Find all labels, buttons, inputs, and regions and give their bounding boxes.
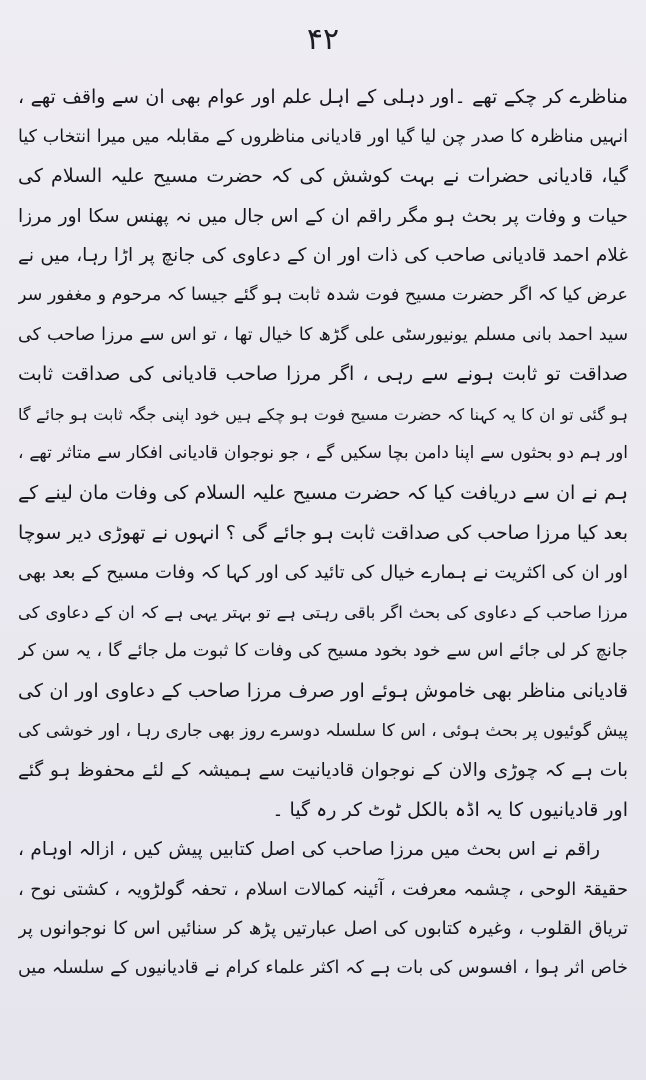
- page-number: ۴۲: [306, 22, 340, 57]
- text-line: تریاق القلوب ، وغیرہ کتابوں کی اصل عبارتیں پڑھ کر سنائیں اس کا نوجوانوں پر: [18, 918, 628, 940]
- text-line-paragraph-end: اور قادیانیوں کا یہ اڈہ بالکل ٹوٹ کر رہ گیا ۔: [272, 798, 628, 821]
- text-line: ہو گئی تو ان کا یہ کہنا کہ حضرت مسیح فوت ہو چکے ہیں خود اپنی جگہ ثابت ہو جائے گا: [18, 404, 628, 424]
- text-line: قادیانی مناظر بھی خاموش ہوئے اور صرف مرزا صاحب کے دعاوی اور ان کی: [18, 679, 628, 702]
- text-line: غلام احمد قادیانی صاحب کی ذات اور ان کے دعاوی کی جانچ پر اڑا رہا، میں نے: [18, 245, 628, 267]
- text-line-paragraph-start: راقم نے اس بحث میں مرزا صاحب کی اصل کتابیں پیش کیں ، ازالہ اوہام ،: [18, 839, 600, 861]
- text-line: خاص اثر ہوا ، افسوس کی بات ہے کہ اکثر علماء کرام نے قادیانیوں کے سلسلہ میں: [18, 958, 628, 979]
- text-line: بعد کیا مرزا صاحب کی صداقت ثابت ہو جائے گی ؟ انہوں نے تھوڑی دیر سوچا: [18, 521, 628, 544]
- text-line: سید احمد بانی مسلم یونیورسٹی علی گڑھ کا خیال تھا ، تو اس سے مرزا صاحب کی: [18, 324, 628, 345]
- text-line: گیا، قادیانی حضرات نے بہت کوشش کی کہ حضرت مسیح علیہ السلام کی: [18, 165, 628, 188]
- text-line: مناظرے کر چکے تھے ۔اور دہلی کے اہل علم اور عوام بھی ان سے واقف تھے ،: [18, 86, 628, 108]
- text-line: اور ان کی اکثریت نے ہمارے خیال کی تائید کی اور کہا کہ وفات مسیح کے بعد بھی: [18, 562, 628, 584]
- text-line: عرض کیا کہ اگر حضرت مسیح فوت شدہ ثابت ہو گئے جیسا کہ مرحوم و مغفور سر: [18, 284, 628, 305]
- text-line: جانچ کر لی جائے اس سے خود بخود مسیح کی وفات کا ثبوت مل جائے گا ، یہ سن کر: [18, 641, 628, 662]
- text-line: ہم نے ان سے دریافت کیا کہ حضرت مسیح علیہ السلام کی وفات مان لینے کے: [18, 481, 628, 504]
- text-line: اور ہم دو بحثوں سے اپنا دامن بچا سکیں گے ، جو نوجوان قادیانی افکار سے متاثر تھے ،: [18, 443, 628, 464]
- text-line: حیات و وفات پر بحث ہو مگر راقم ان کے اس جال میں نہ پھنس سکا اور مرزا: [18, 205, 628, 227]
- body-text: [18, 78, 628, 989]
- text-line: صداقت تو ثابت ہونے سے رہی ، اگر مرزا صاحب قادیانی کی صداقت ثابت: [18, 363, 628, 386]
- text-line: انہیں مناظرہ کا صدر چن لیا گیا اور قادیانی مناظروں کے مقابلہ میں میرا انتخاب کیا: [18, 126, 628, 147]
- text-line: مرزا صاحب کے دعاوی کی بحث اگر باقی رہتی ہے تو بہتر یہی ہے کہ ان کے دعاوی کی: [18, 602, 628, 622]
- text-line: پیش گوئیوں پر بحث ہوئی ، اس کا سلسلہ دوسرے روز بھی جاری رہا ، اور خوشی کی: [18, 720, 628, 741]
- text-line: حقیقۃ الوحی ، چشمہ معرفت ، آئینہ کمالات اسلام ، تحفہ گولڑویہ ، کشتی نوح ،: [18, 878, 628, 900]
- text-line: بات ہے کہ چوڑی والان کے نوجوان قادیانیت سے ہمیشہ کے لئے محفوظ ہو گئے: [18, 760, 628, 782]
